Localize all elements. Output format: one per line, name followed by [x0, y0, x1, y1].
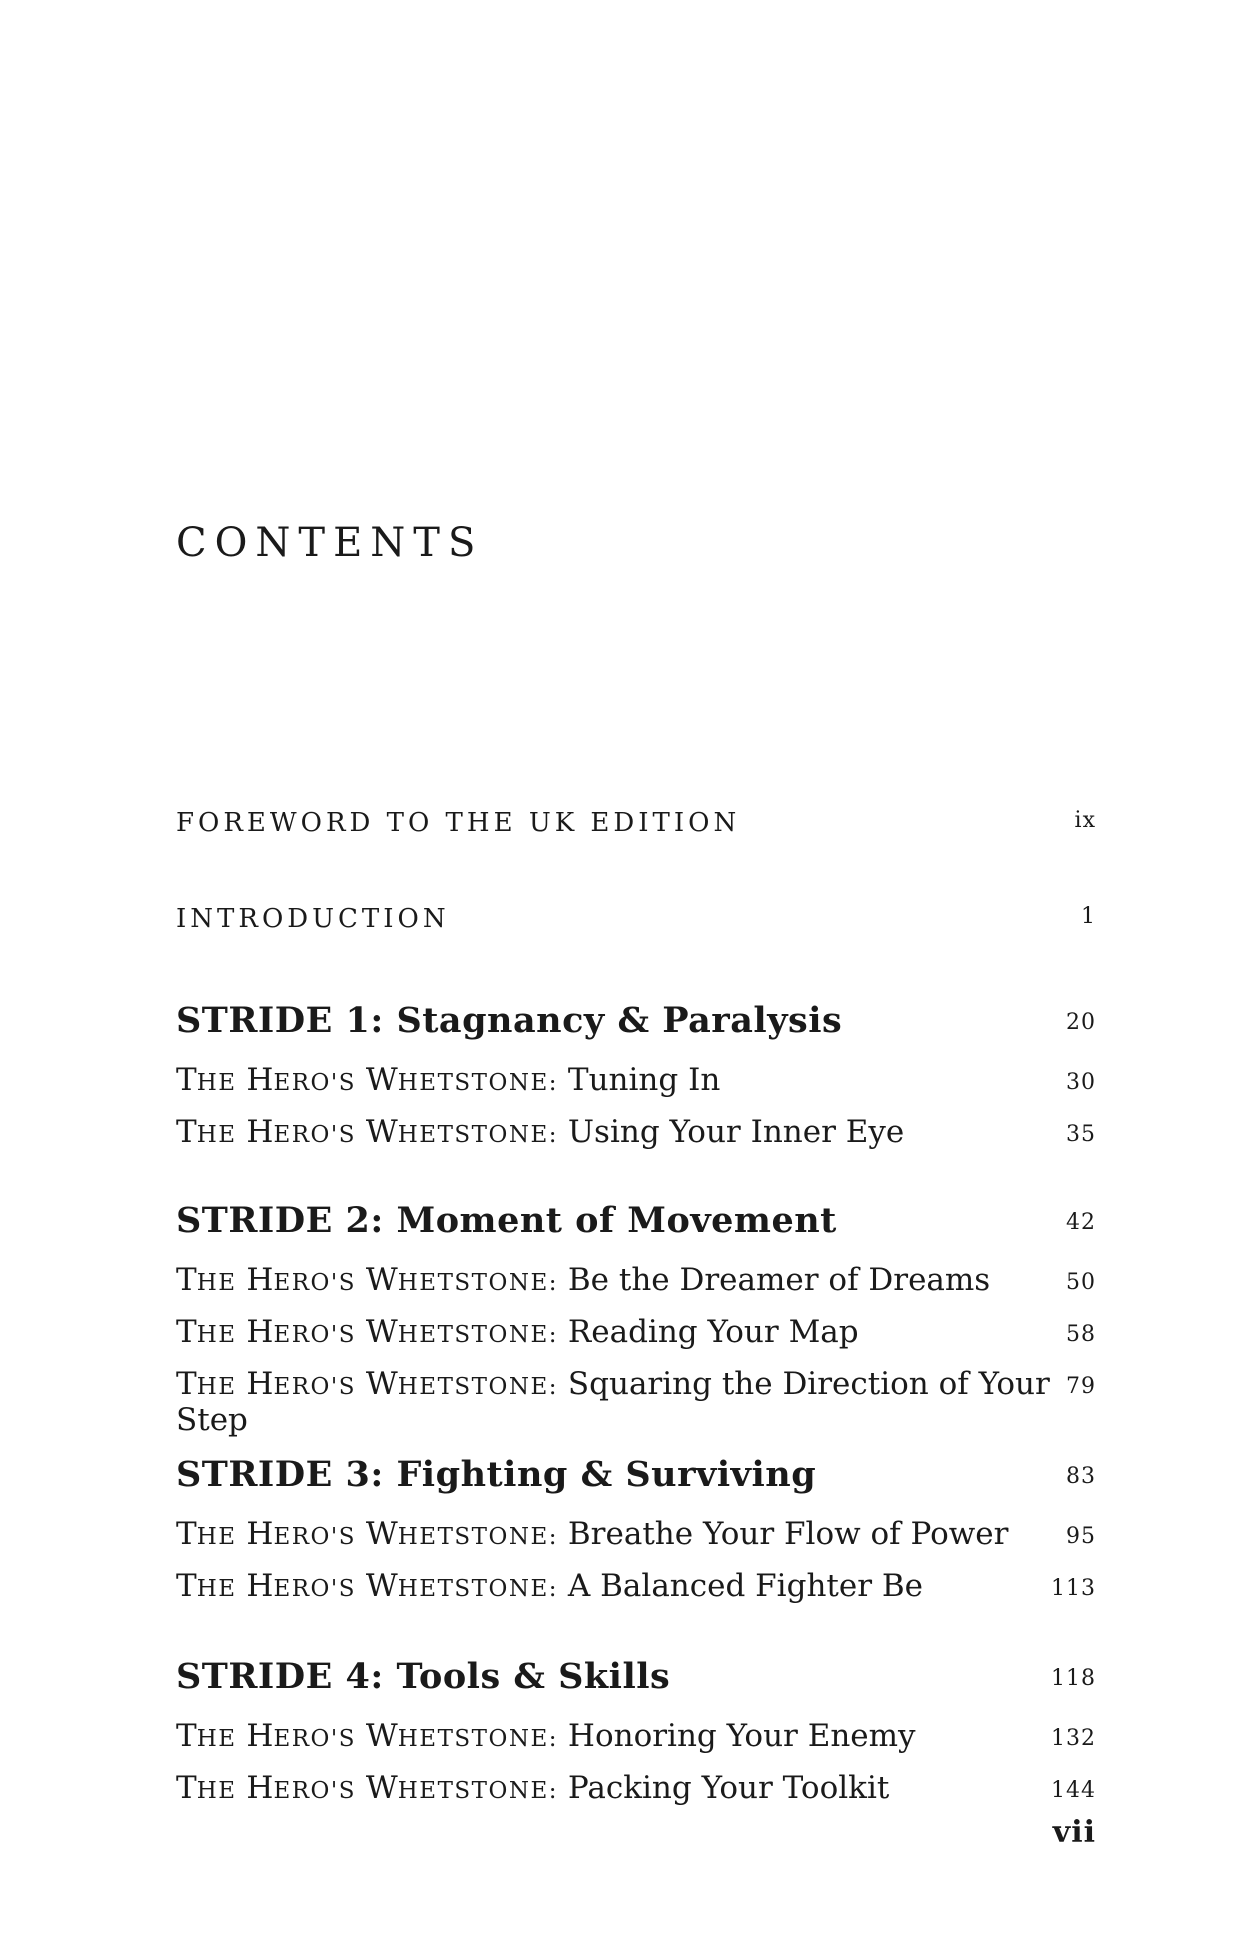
- toc-entry-label: FOREWORD TO THE UK EDITION: [176, 808, 741, 838]
- whetstone-prefix: THE HERO'S WHETSTONE:: [176, 1062, 559, 1098]
- toc-page-number: 95: [1066, 1524, 1096, 1549]
- whetstone-prefix: THE HERO'S WHETSTONE:: [176, 1770, 559, 1806]
- stride-title: STRIDE 4: Tools & Skills: [176, 1656, 671, 1697]
- toc-stride-3[interactable]: [176, 1454, 1096, 1495]
- whetstone-prefix: THE HERO'S WHETSTONE:: [176, 1262, 559, 1298]
- stride-title: STRIDE 3: Fighting & Surviving: [176, 1454, 817, 1495]
- toc-page-number: 83: [1066, 1464, 1096, 1489]
- toc-page-number: 42: [1066, 1210, 1096, 1235]
- toc-whetstone-item[interactable]: [176, 1718, 1096, 1754]
- toc-page-number: 1: [1081, 904, 1096, 929]
- toc-page-number: 118: [1051, 1666, 1096, 1691]
- toc-page-number: 35: [1066, 1122, 1096, 1147]
- whetstone-title: Breathe Your Flow of Power: [567, 1516, 1009, 1552]
- toc-stride-2[interactable]: [176, 1200, 1096, 1241]
- toc-page-number: 50: [1066, 1270, 1096, 1295]
- toc-entry-foreword[interactable]: [176, 808, 1096, 838]
- whetstone-title: Tuning In: [567, 1062, 721, 1098]
- whetstone-prefix: THE HERO'S WHETSTONE:: [176, 1568, 559, 1604]
- toc-whetstone-item[interactable]: [176, 1770, 1096, 1806]
- toc-whetstone-item[interactable]: [176, 1062, 1096, 1098]
- page-folio: vii: [1052, 1815, 1096, 1850]
- toc-whetstone-item[interactable]: [176, 1366, 1096, 1438]
- page-title: CONTENTS: [176, 520, 484, 566]
- whetstone-prefix: THE HERO'S WHETSTONE:: [176, 1314, 559, 1350]
- whetstone-title: Using Your Inner Eye: [567, 1114, 905, 1150]
- toc-page-number: 20: [1066, 1010, 1096, 1035]
- toc-page-number: 58: [1066, 1322, 1096, 1347]
- stride-title: STRIDE 2: Moment of Movement: [176, 1200, 837, 1241]
- stride-title: STRIDE 1: Stagnancy & Paralysis: [176, 1000, 843, 1041]
- toc-whetstone-item[interactable]: [176, 1516, 1096, 1552]
- toc-whetstone-item[interactable]: [176, 1568, 1096, 1604]
- toc-whetstone-item[interactable]: [176, 1314, 1096, 1350]
- toc-whetstone-item[interactable]: [176, 1114, 1096, 1150]
- toc-page-number: 30: [1066, 1070, 1096, 1095]
- toc-page-number: 113: [1051, 1576, 1096, 1601]
- toc-whetstone-item[interactable]: [176, 1262, 1096, 1298]
- whetstone-prefix: THE HERO'S WHETSTONE:: [176, 1516, 559, 1552]
- toc-page-number: 144: [1051, 1778, 1096, 1803]
- whetstone-title: A Balanced Fighter Be: [567, 1568, 924, 1604]
- toc-page-number: 132: [1051, 1726, 1096, 1751]
- toc-page-number: 79: [1066, 1374, 1096, 1399]
- whetstone-prefix: THE HERO'S WHETSTONE:: [176, 1718, 559, 1754]
- whetstone-title: Packing Your Toolkit: [567, 1770, 890, 1806]
- toc-page-number: ix: [1074, 808, 1096, 833]
- whetstone-title: Be the Dreamer of Dreams: [567, 1262, 991, 1298]
- toc-entry-label: INTRODUCTION: [176, 904, 450, 934]
- whetstone-title: Reading Your Map: [567, 1314, 859, 1350]
- whetstone-title: Honoring Your Enemy: [567, 1718, 916, 1754]
- toc-stride-1[interactable]: [176, 1000, 1096, 1041]
- toc-stride-4[interactable]: [176, 1656, 1096, 1697]
- whetstone-title: Squaring the Direction of Your Step: [176, 1366, 1050, 1438]
- whetstone-prefix: THE HERO'S WHETSTONE:: [176, 1114, 559, 1150]
- toc-entry-introduction[interactable]: [176, 904, 1096, 934]
- whetstone-prefix: THE HERO'S WHETSTONE:: [176, 1366, 559, 1402]
